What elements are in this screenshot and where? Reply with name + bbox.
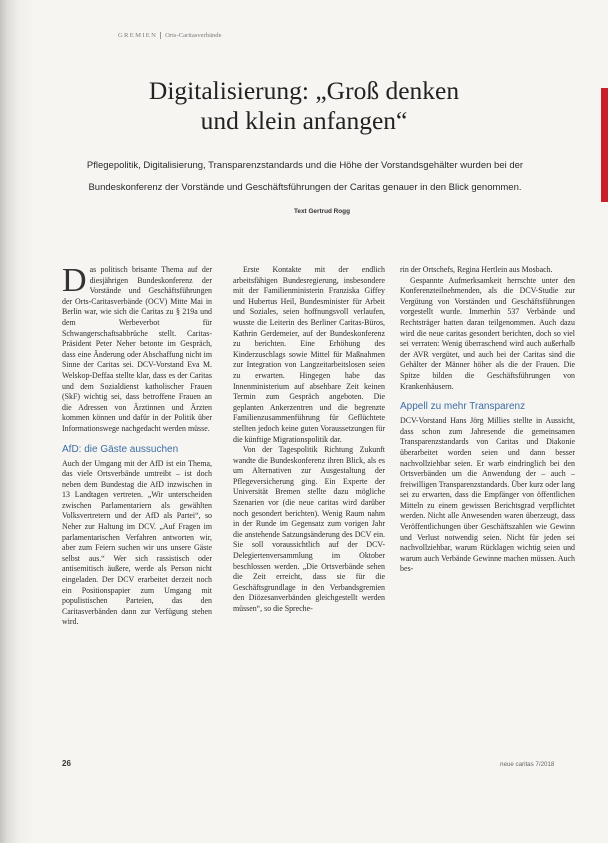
subheading: AfD: die Gäste aussuchen (62, 443, 179, 455)
paragraph-text: as politisch brisante Thema auf der diesjährigen Bundeskonferenz der Vorstände und Geschäftsführungen der Orts-Caritasverbände (OCV) Mitte Mai in Berlin war, wie sich die Caritas zu § 219a und dem Werbeverbot für Schwangerschaftsabbrüche stellt. Caritas-Präsident Peter Neher betonte im Gespräch, dass eine Änderung oder Abschaffung nicht im Sinne der Caritas sei. DCV-Vorstand Eva M. Welskop-Deffaa stellte klar, dass es der Caritas und dem Sozialdienst katholischer Frauen (SkF) wichtig sei, dass betroffene Frauen an die Adressen von Ärztinnen und Ärzten kommen können und dafür in der Politik über Informationswege nachgedacht werden müsse. (62, 265, 212, 433)
text-column-1 (62, 262, 212, 628)
article-lead: Pflegepolitik, Digitalisierung, Transparenzstandards und die Höhe der Vorstandsgehälter wurden bei der Bundeskonferenz der Vorstände und Geschäftsführungen der Caritas genauer in den Blick genommen. (86, 160, 524, 193)
page-number: 26 (62, 759, 71, 768)
running-header (118, 32, 222, 39)
byline-author: Gertrud Rogg (308, 208, 350, 215)
drop-cap: D (62, 262, 87, 299)
title-line-1: Digitalisierung: „Groß denken (148, 76, 460, 105)
byline-label: Text (294, 208, 307, 215)
magazine-issue: neue caritas 7/2018 (500, 761, 555, 768)
paragraph (62, 262, 212, 435)
byline (262, 208, 382, 215)
text-column-2 (233, 265, 385, 615)
subheading: Appell zu mehr Transparenz (400, 401, 526, 413)
paragraph: Erste Kontakte mit der endlich arbeitsfähigen Bundesregierung, insbesondere mit der Familienministerin Franziska Giffey und Hubertus Heil, Bundesminister für Arbeit und Soziales, seien hoffnungsvoll verlaufen, wusste die Leiterin des Berliner Caritas-Büros, Kathrin Gerdemeier, auf der Bundeskonferenz zu berichten. Eine Erhöhung des Kinderzuschlags sowie Mittel für Maßnahmen zur Integration von Langzeitarbeitslosen seien zu erwarten. Hingegen habe das Innenministerium auf absehbare Zeit keinen Termin zum Gespräch angeboten. Die geplanten Ankerzentren und die begrenzte Familienzusammenführung für Geflüchtete stellten jedoch keine guten Voraussetzungen für die künftige Migrationspolitik dar. (233, 265, 385, 444)
paragraph: Auch der Umgang mit der AfD ist ein Thema, das viele Ortsverbände umtreibt – ist doch neben dem Bundestag die AfD inzwischen in 13 Landtagen vertreten. „Wir unterscheiden zwischen Parlamentariern als gewählten Volksvertretern und der AfD als Partei“, so Neher zur Haltung im DCV. „Auf Fragen im parlamentarischen Verfahren antworten wir, aber zum Feiern suchen wir uns unsere Gäste selbst aus.“ Wer sich rassistisch oder antisemitisch äußere, werde als Person nicht eingeladen. Der DCV erarbeitet derzeit noch ein Positionspapier zum Umgang mit populistischen Parteien, das den Caritasverbänden dann zur Verfügung stehen wird. (62, 458, 212, 627)
paragraph: Von der Tagespolitik Richtung Zukunft wandte die Bundeskonferenz ihren Blick, als es um Alternativen zur Ausgestaltung der Pflegeversicherung ging. Ein Experte der Universität Bremen stellte dazu mögliche Szenarien vor (die neue caritas wird darüber noch gesondert berichten). Wenig Raum nahm in der Runde im Gegensatz zum vorigen Jahr die anstehende Satzungsänderung des DCV ein. Sie soll voraussichtlich auf der DCV-Delegiertenversammlung im Oktober beschlossen werden. „Die Ortsverbände sehen die Zeit erreicht, dass sie für die Geschäftsgrundlage in den Verbandsgremien den Diözesanverbänden gleichgestellt werden müssen“, so die Spreche- (233, 445, 385, 613)
text-column-3 (400, 265, 575, 575)
paragraph: DCV-Vorstand Hans Jörg Millies stellte in Aussicht, dass schon zum Jahresende die gemeinsamen Transparenzstandards von Caritas und Diakonie überarbeitet worden seien und dann besser nachvollziehbar seien. Er warb eindringlich bei den Ortsverbänden um die Anwendung der – auch – freiwilligen Transparenzstandards. Über kurz oder lang sei zu erwarten, dass die Empfänger von öffentlichen Mitteln zu einem gewissen Berichtsgrad verpflichtet werden. Nicht alle Anwesenden waren überzeugt, dass Veröffentlichungen über Geschäftszahlen wie Gewinn und Verlust notwendig seien. Nicht für jeden sei nachvollziehbar, warum Rücklagen wichtig seien und warum auch Verbände Gewinne machen müssen. Auch bes- (400, 416, 575, 574)
header-section: GREMIEN (118, 32, 158, 39)
title-line-2: und klein anfangen“ (200, 106, 408, 135)
paragraph: Gespannte Aufmerksamkeit herrschte unter den Konferenzteilnehmenden, als die DCV-Studie zur Vergütung von Vorständen und Geschäftsführungen vorgestellt wurde. Immerhin 537 Verbände und Rechtsträger hatten daran teilgenommen. Auch dazu wird die neue caritas gesondert berichten, doch so viel sei verraten: Wenig überraschend wird auch außerhalb der AVR vergütet, und auch bei der Caritas sind die Gehälter der Männer höher als die der Frauen. Die Spitze bilden die Geschäftsführungen von Krankenhäusern. (400, 275, 575, 391)
paragraph: rin der Ortschefs, Regina Hertlein aus Mosbach. (400, 265, 553, 274)
article-title (0, 76, 608, 136)
header-subsection: Orts-Caritasverbände (160, 32, 221, 39)
